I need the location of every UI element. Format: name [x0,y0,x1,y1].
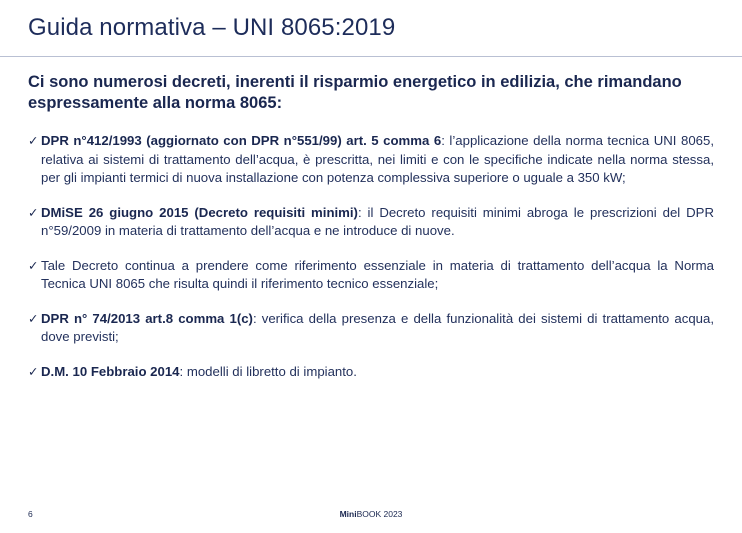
list-item [28,204,714,241]
check-icon: ✓ [28,310,39,326]
item-text: : verifica della presenza e della funzionalità dei sistemi di trattamento acqua, dove previsti; [41,310,714,344]
item-text: : l’applicazione della norma tecnica UNI 8065, relativa ai sistemi di trattamento dell’acqua, è prescritta, nei limiti e con le specifiche indicate nella norma stessa, per gli impianti termici di nuova installazione con potenza complessiva superiore o uguale a 350 kW; [41,133,714,185]
check-icon: ✓ [28,133,39,148]
brand-prefix: Mini [339,509,357,519]
title-divider [0,56,742,57]
check-icon: ✓ [28,204,39,220]
item-text: : modelli di libretto di impianto. [179,363,357,379]
item-text: Tale Decreto continua a prendere come riferimento essenziale in materia di trattamento dell’acqua la Norma Tecnica UNI 8065 che risulta quindi il riferimento tecnico essenziale; [41,257,714,291]
decree-list [28,132,714,381]
item-lead: DMiSE 26 giugno 2015 (Decreto requisiti minimi) [41,204,358,220]
page-title: Guida normativa – UNI 8065:2019 [28,14,396,41]
item-lead: D.M. 10 Febbraio 2014 [41,363,180,379]
check-icon: ✓ [28,257,39,273]
list-item [28,132,714,188]
check-icon: ✓ [28,363,39,379]
list-item [28,310,714,347]
item-lead: DPR n° 74/2013 art.8 comma 1(c) [41,310,253,326]
brand-rest: BOOK 2023 [356,509,403,519]
list-item [28,257,714,294]
item-text: : il Decreto requisiti minimi abroga le prescrizioni del DPR n°59/2009 in materia di trattamento dell’acqua e ne introduce di nuove. [41,204,714,238]
footer-brand [0,509,742,519]
list-item [28,363,714,382]
page-number: 6 [28,509,33,519]
item-lead: DPR n°412/1993 (aggiornato con DPR n°551/99) art. 5 comma 6 [41,133,442,148]
intro-paragraph: Ci sono numerosi decreti, inerenti il risparmio energetico in edilizia, che rimandano espressamente alla norma 8065: [28,73,682,112]
